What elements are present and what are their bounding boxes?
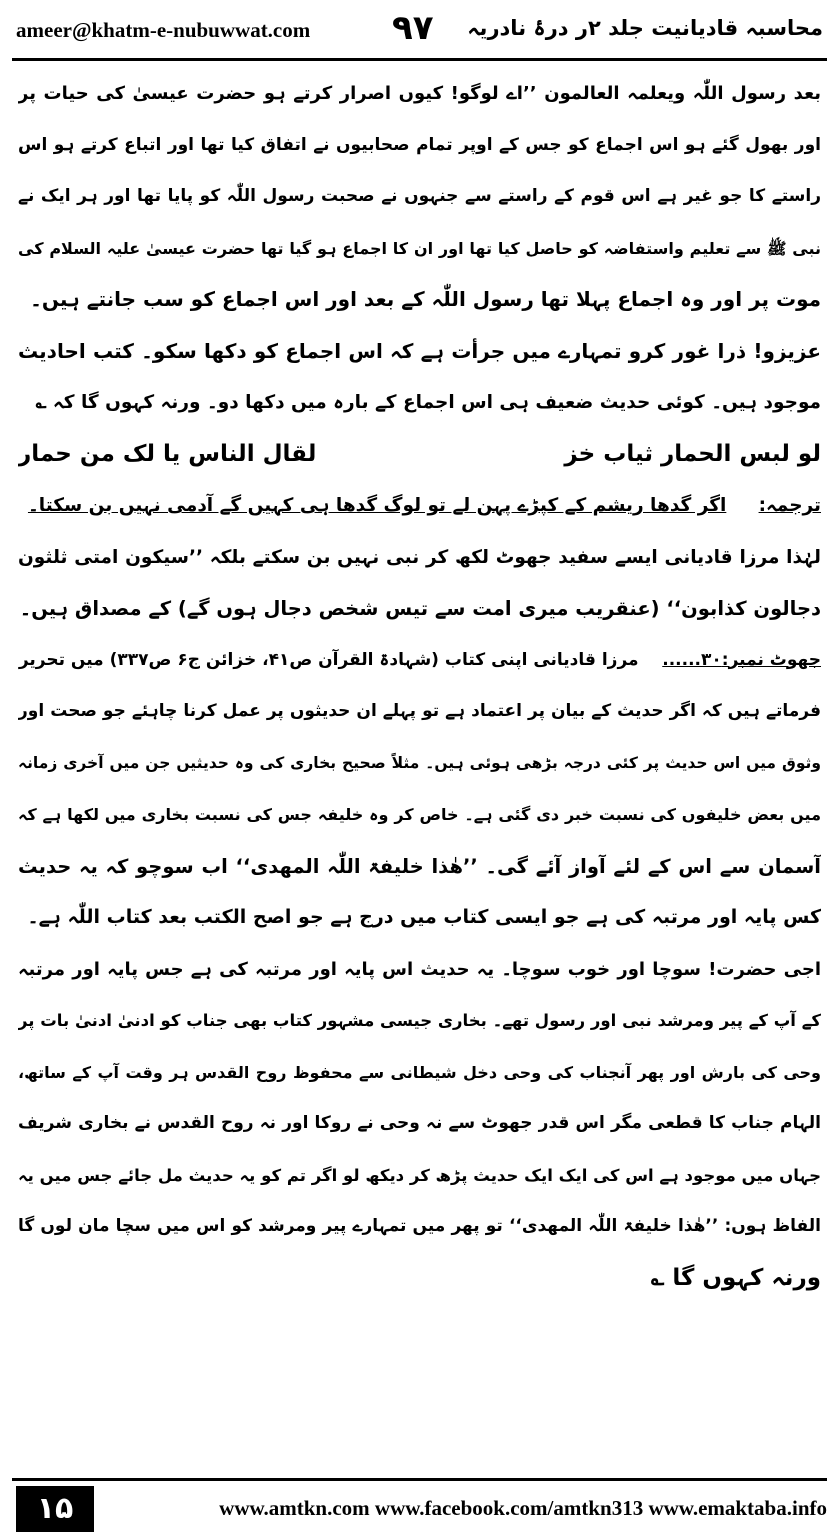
- translation-text: اگر گدھا ریشم کے کپڑے پہن لے تو لوگ گدھا ہی کہیں گے آدمی نہیں بن سکتا۔: [27, 495, 727, 516]
- text-line: آسمان سے اس کے لئے آواز آئے گی۔ ’’ھٰذا خلیفۃ اللّٰہ المھدی‘‘ اب سوچو کہ یہ حدیث: [18, 854, 821, 878]
- text-line: نبی ﷺ سے تعلیم واستفاضہ کو حاصل کیا تھا اور ان کا اجماع ہو گیا تھا حضرت عیسیٰ علیہ السلام کی: [18, 238, 821, 258]
- page-footer: [12, 1484, 827, 1534]
- text-line: ورنہ کہوں گا ؎: [650, 1264, 821, 1291]
- header-book-title: محاسبہ قادیانیت جلد ۲ر درۂ نادریہ: [467, 16, 823, 40]
- text-line: الفاظ ہوں: ’’ھٰذا خلیفۃ اللّٰہ المھدی‘‘ تو پھر میں تمہارے پیر ومرشد کو اس میں سچا مان لوں گا: [18, 1216, 821, 1236]
- footer-rule: [12, 1478, 827, 1481]
- header-page-number: ۹۷: [392, 8, 434, 48]
- lie-text: مرزا قادیانی اپنی کتاب (شہادۃ القرآن ص۴۱، خزائن ج۶ ص۳۳۷) میں تحریر: [18, 649, 639, 670]
- text-line: راستے کا جو غیر ہے اس قوم کے راستے سے جنہوں نے صحبت رسول اللّٰہ کو پایا تھا اور ہر ایک نے: [18, 186, 821, 206]
- text-line: اجی حضرت! سوچا اور خوب سوچا۔ یہ حدیث اس پایہ اور مرتبہ کی ہے جس پایہ اور مرتبہ: [18, 958, 821, 980]
- text-line: دجالون کذابون‘‘ (عنقریب میری امت سے تیس شخص دجال ہوں گے) کے مصداق ہیں۔: [19, 597, 821, 620]
- lie-heading-line: [18, 635, 821, 687]
- text-line: فرماتے ہیں کہ اگر حدیث کے بیان پر اعتماد ہے تو پہلے ان حدیثوں پر عمل کرنا چاہئے جو صحت اور: [18, 701, 821, 721]
- text-line: موت پر اور وہ اجماع پہلا تھا رسول اللّٰہ کے بعد اور اس اجماع کو سب جانتے ہیں۔: [30, 287, 821, 311]
- verse-second-half: لقال الناس یا لک من حمار: [18, 440, 317, 467]
- arabic-verse: [18, 429, 821, 481]
- footer-urls: www.amtkn.com www.facebook.com/amtkn313 www.emaktaba.info: [219, 1496, 827, 1520]
- text-line: جہاں میں موجود ہے اس کی ایک ایک حدیث پڑھ کر دیکھ لو اگر تم کو یہ حدیث مل جائے جس میں یہ: [18, 1165, 821, 1185]
- header-rule: [12, 58, 827, 61]
- text-line: اور بھول گئے ہو اس اجماع کو جس کے اوپر تمام صحابیوں نے اتفاق کیا تھا اور اتباع کرتے ہو اس: [18, 134, 821, 155]
- header-email: ameer@khatm-e-nubuwwat.com: [16, 18, 311, 42]
- footer-page-number: ۱۵: [16, 1486, 94, 1532]
- translation-line: [18, 480, 821, 532]
- text-line: بعد رسول اللّٰہ ویعلمہ العالمون ’’اے لوگو! کیوں اصرار کرتے ہو حضرت عیسیٰ کی حیات پر: [18, 83, 821, 104]
- text-line: الہام جناب کا قطعی مگر اس قدر جھوٹ سے نہ وحی نے روکا اور نہ روح القدس نے بخاری شریف: [18, 1113, 821, 1133]
- text-line: وحی کی بارش اور پھر آنجناب کی وحی دخل شیطانی سے محفوظ روح القدس ہر وقت آپ کے ساتھ،: [18, 1062, 821, 1082]
- verse-first-half: لو لبس الحمار ثیاب خز: [564, 440, 821, 467]
- page-header: [14, 8, 825, 58]
- text-line: وثوق میں اس حدیث پر کئی درجہ بڑھی ہوئی ہیں۔ مثلاً صحیح بخاری کی وہ حدیثیں جن میں آخری زمانہ: [18, 753, 821, 772]
- text-line: موجود ہیں۔ کوئی حدیث ضعیف ہی اس اجماع کے بارہ میں دکھا دو۔ ورنہ کہوں گا کہ ؎: [35, 392, 821, 413]
- text-line: کس پایہ اور مرتبہ کی ہے جو ایسی کتاب میں درج ہے جو اصح الکتب بعد کتاب اللّٰہ ہے۔: [27, 906, 821, 928]
- translation-label: ترجمہ:: [758, 495, 821, 516]
- text-line: میں بعض خلیفوں کی نسبت خبر دی گئی ہے۔ خاص کر وہ خلیفہ جس کی نسبت بخاری میں لکھا ہے کہ: [18, 805, 821, 824]
- text-line: لہٰذا مرزا قادیانی ایسے سفید جھوٹ لکھ کر نبی نہیں بن سکتے بلکہ ’’سیکون امتی ثلثون: [18, 546, 821, 568]
- text-line: عزیزو! ذرا غور کرو تمہارے میں جرأت ہے کہ اس اجماع کو دکھا سکو۔ کتب احادیث: [18, 338, 821, 363]
- text-line: کے آپ کے پیر ومرشد نبی اور رسول تھے۔ بخاری جیسی مشہور کتاب بھی جناب کو ادنیٰ ادنیٰ بات پر: [18, 1011, 821, 1030]
- page-body: [18, 68, 821, 1474]
- lie-number-label: جھوٹ نمبر:۳۰......: [662, 649, 821, 670]
